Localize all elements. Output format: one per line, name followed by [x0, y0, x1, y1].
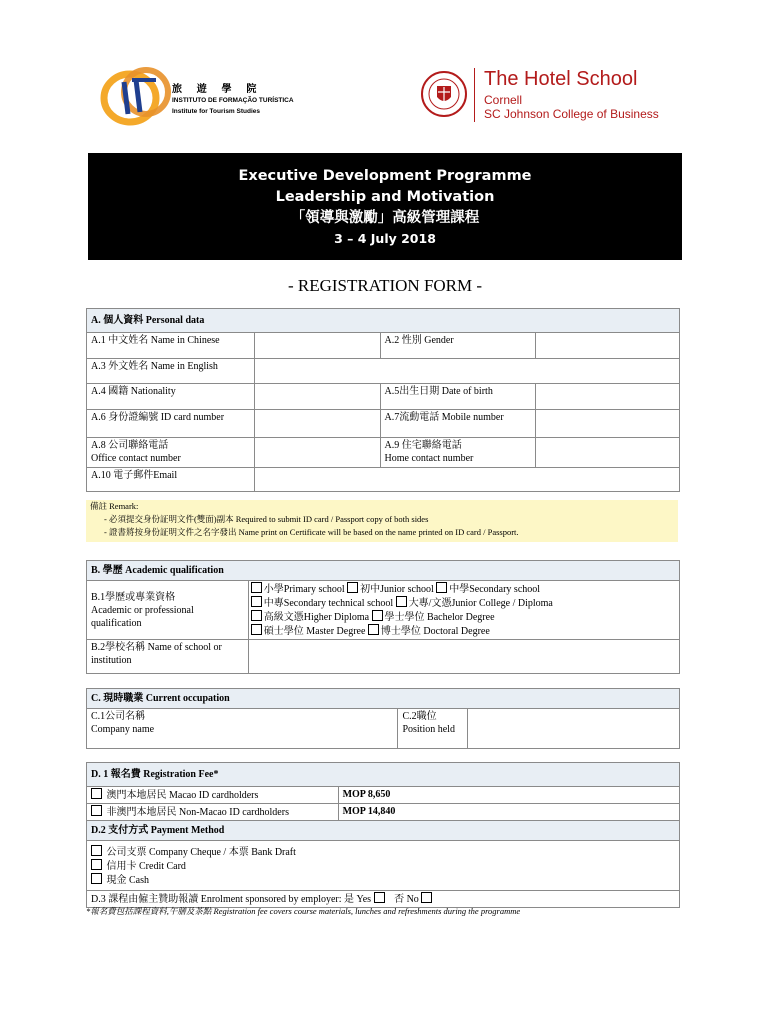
a6-label: A.6 身份證編號 ID card number	[87, 410, 255, 438]
sponsor-no-checkbox[interactable]	[421, 892, 432, 903]
a2-label: A.2 性別 Gender	[380, 333, 536, 359]
doctoral-checkbox[interactable]	[368, 624, 379, 635]
banner-chinese-title: 「領導與激勵」高級管理課程	[290, 210, 480, 226]
college-name: SC Johnson College of Business	[484, 107, 659, 121]
banner-programme: Executive Development Programme	[238, 168, 532, 184]
primary-label: 小學Primary school	[263, 584, 345, 595]
sponsor-yes-checkbox[interactable]	[374, 892, 385, 903]
secondary-label: 中學Secondary school	[449, 584, 541, 595]
macao-option	[87, 787, 339, 804]
remark-item-id: - 必須提交身份証明文件(雙面)副本 Required to submit ID card / Passport copy of both sides	[104, 514, 429, 524]
a9-label	[380, 438, 536, 468]
macao-checkbox[interactable]	[91, 788, 102, 799]
programme-banner	[88, 153, 682, 260]
college-checkbox[interactable]	[396, 596, 407, 607]
cornell-name: Cornell	[484, 93, 523, 107]
a4-field[interactable]	[254, 384, 380, 410]
b1-label-cn: B.1學歷或專業資格	[91, 591, 176, 603]
technical-checkbox[interactable]	[251, 596, 262, 607]
cash-label: 現金 Cash	[106, 875, 149, 886]
c2-label-cn: C.2職位	[402, 711, 437, 722]
a9-label-cn: A.9 住宅聯絡電話	[384, 440, 462, 451]
cash-checkbox[interactable]	[91, 873, 102, 884]
secondary-checkbox[interactable]	[436, 582, 447, 593]
section-d2-header: D.2 支付方式 Payment Method	[87, 821, 680, 841]
cornell-seal-icon	[420, 70, 468, 118]
remark-box	[86, 500, 678, 542]
remark-item-name: - 證書將按身份証明文件之名字發出 Name print on Certificate will be based on the name printed on ID card / Passport.	[104, 527, 519, 537]
ift-english-name: Institute for Tourism Studies	[172, 108, 260, 115]
a8-label	[87, 438, 255, 468]
higher-diploma-label: 高級文憑Higher Diploma	[263, 612, 370, 623]
a10-field[interactable]	[254, 468, 679, 492]
a1-label: A.1 中文姓名 Name in Chinese	[87, 333, 255, 359]
personal-data-table	[86, 308, 680, 492]
b2-label-l1: B.2學校名稱 Name of school or	[91, 642, 222, 653]
section-a-header: A. 個人資料 Personal data	[87, 309, 680, 333]
banner-date: 3 – 4 July 2018	[334, 231, 436, 246]
registration-fee-table	[86, 762, 680, 908]
b1-label	[87, 581, 249, 640]
higher-diploma-checkbox[interactable]	[251, 610, 262, 621]
a7-label: A.7流動電話 Mobile number	[380, 410, 536, 438]
macao-label: 澳門本地居民 Macao ID cardholders	[106, 790, 259, 801]
credit-card-label: 信用卡 Credit Card	[106, 861, 186, 872]
occupation-table	[86, 688, 680, 749]
a7-field[interactable]	[536, 410, 680, 438]
b1-label-en2: qualification	[91, 617, 142, 629]
payment-methods	[87, 841, 680, 891]
b2-field[interactable]	[248, 640, 679, 674]
a8-label-cn: A.8 公司聯絡電話	[91, 440, 169, 451]
a10-label: A.10 電子郵件Email	[87, 468, 255, 492]
a2-field[interactable]	[536, 333, 680, 359]
a5-field[interactable]	[536, 384, 680, 410]
sponsor-no-label: 否 No	[394, 894, 419, 905]
bachelor-label: 學士學位 Bachelor Degree	[384, 612, 495, 623]
macao-fee: MOP 8,650	[338, 787, 679, 804]
cheque-label: 公司支票 Company Cheque / 本票 Bank Draft	[106, 847, 296, 858]
section-b-header: B. 學歷 Academic qualification	[87, 561, 680, 581]
master-label: 碩士學位 Master Degree	[263, 626, 366, 637]
junior-label: 初中Junior school	[360, 584, 434, 595]
technical-label: 中專Secondary technical school	[263, 598, 394, 609]
a3-field[interactable]	[254, 359, 679, 384]
fee-note: *報名費包括課程資料,午膳及茶點 Registration fee covers course materials, lunches and refreshments during the programme	[86, 906, 521, 916]
c2-field[interactable]	[468, 709, 680, 749]
remark-title: 備註 Remark:	[90, 501, 139, 511]
a1-field[interactable]	[254, 333, 380, 359]
credit-card-checkbox[interactable]	[91, 859, 102, 870]
nonmacao-fee: MOP 14,840	[338, 804, 679, 821]
doctoral-label: 博士學位 Doctoral Degree	[380, 626, 490, 637]
ift-logo-icon	[96, 64, 176, 128]
ift-logo-text	[172, 80, 294, 115]
section-c-header: C. 現時職業 Current occupation	[87, 689, 680, 709]
academic-table	[86, 560, 680, 674]
college-label: 大專/文憑Junior College / Diploma	[408, 598, 553, 609]
primary-checkbox[interactable]	[251, 582, 262, 593]
a9-field[interactable]	[536, 438, 680, 468]
junior-checkbox[interactable]	[347, 582, 358, 593]
cornell-divider	[474, 68, 475, 122]
a4-label: A.4 國籍 Nationality	[87, 384, 255, 410]
b2-label	[87, 640, 249, 674]
hotel-school-name: The Hotel School	[484, 68, 638, 90]
cheque-checkbox[interactable]	[91, 845, 102, 856]
a3-label: A.3 外文姓名 Name in English	[87, 359, 255, 384]
a6-field[interactable]	[254, 410, 380, 438]
nonmacao-label: 非澳門本地居民 Non-Macao ID cardholders	[106, 807, 289, 818]
sponsorship-label: D.3 課程由僱主贊助報讀 Enrolment sponsored by employer: 是 Yes	[91, 894, 372, 905]
a5-label: A.5出生日期 Date of birth	[380, 384, 536, 410]
a9-label-en: Home contact number	[384, 453, 474, 464]
master-checkbox[interactable]	[251, 624, 262, 635]
a8-label-en: Office contact number	[91, 453, 181, 464]
c1-label	[87, 709, 398, 749]
c1-label-cn: C.1公司名稱	[91, 711, 146, 722]
b1-options	[248, 581, 679, 640]
bachelor-checkbox[interactable]	[372, 610, 383, 621]
banner-course: Leadership and Motivation	[275, 189, 495, 205]
section-d1-header: D. 1 報名費 Registration Fee*	[87, 763, 680, 787]
a8-field[interactable]	[254, 438, 380, 468]
ift-chinese-name: 旅 遊 學 院	[172, 84, 263, 95]
b1-label-en: Academic or professional	[91, 604, 194, 616]
c2-label	[398, 709, 468, 749]
ift-portuguese-name: INSTITUTO DE FORMAÇÃO TURÍSTICA	[172, 97, 294, 104]
nonmacao-checkbox[interactable]	[91, 805, 102, 816]
form-title: - REGISTRATION FORM -	[287, 276, 483, 295]
b2-label-l2: institution	[91, 655, 132, 666]
c1-label-en: Company name	[91, 724, 155, 735]
nonmacao-option	[87, 804, 339, 821]
c2-label-en: Position held	[402, 724, 455, 735]
cornell-logo-text	[484, 68, 659, 121]
